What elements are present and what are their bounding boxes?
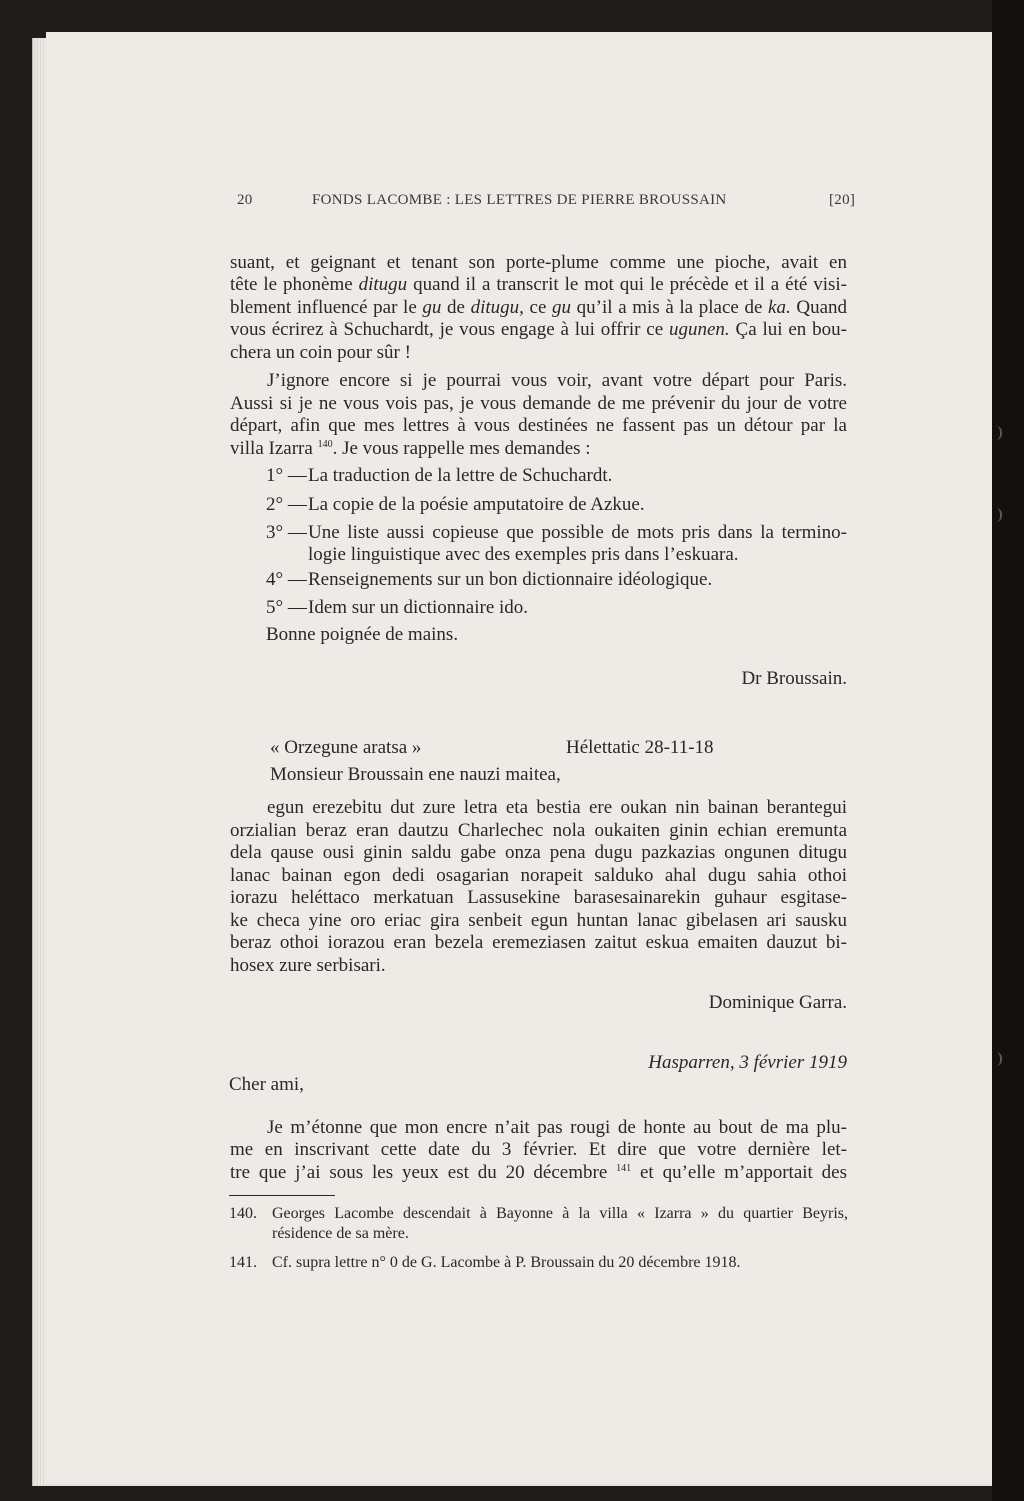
signature-broussain: Dr Broussain. <box>741 668 847 689</box>
paragraph-line: blement influencé par le gu de ditugu, ce gu qu’il a mis à la place de ka. Quand <box>230 297 848 318</box>
paragraph-line: J’ignore encore si je pourrai vous voir, avant votre départ pour Paris. <box>267 370 847 391</box>
paragraph-line: villa Izarra $^{140}$. Je vous rappelle mes demandes : <box>230 438 591 459</box>
footnote-text: Cf. supra lettre n° 0 de G. Lacombe à P. Broussain du 20 décembre 1918. <box>272 1254 741 1271</box>
paragraph-line: hosex zure serbisari. <box>230 955 386 976</box>
paragraph-line: vous écrirez à Schuchardt, je vous engage à lui offrir ce ugunen. Ça lui en bou- <box>230 319 847 340</box>
closing-line: Bonne poignée de mains. <box>266 624 459 645</box>
paragraph-line: chera un coin pour sûr ! <box>230 342 411 363</box>
paragraph-line: tre que j’ai sous les yeux est du 20 décembre $^{141}$ et qu’elle m’apportait des <box>230 1162 847 1183</box>
list-item-continuation: logie linguistique avec des exemples pris dans l’eskuara. <box>308 544 739 565</box>
page-reference: [20] <box>829 192 856 208</box>
paragraph-line: iorazu heléttaco merkatuan Lassusekine barasesainarekin guhaur esgitase- <box>230 887 847 908</box>
signature-garra: Dominique Garra. <box>708 992 847 1013</box>
paragraph-line: Je m’étonne que mon encre n’ait pas rougi de honte au bout de ma plu- <box>267 1117 847 1138</box>
list-number: 3° — <box>266 522 307 543</box>
background-edge <box>992 0 1024 1501</box>
paragraph-line: tête le phonème ditugu quand il a transcrit le mot qui le précède et il a été visi- <box>230 274 848 295</box>
letter-salutation: Monsieur Broussain ene nauzi maitea, <box>270 764 561 785</box>
list-number: 2° — <box>266 494 307 515</box>
list-item: Renseignements sur un bon dictionnaire idéologique. <box>308 569 713 590</box>
footnote-text: résidence de sa mère. <box>272 1225 409 1242</box>
paragraph-line: suant, et geignant et tenant son porte-plume comme une pioche, avait en <box>230 252 847 273</box>
list-item: La traduction de la lettre de Schuchardt. <box>308 465 613 486</box>
footnote-ref-140: 140 <box>317 439 333 450</box>
letter-salutation: Cher ami, <box>229 1074 304 1095</box>
paragraph-line: egun erezebitu dut zure letra eta bestia ere oukan nin bainan berantegui <box>267 797 847 818</box>
letter-house-name: « Orzegune aratsa » <box>270 737 422 758</box>
paragraph-line: me en inscrivant cette date du 3 février. Et dire que votre dernière let- <box>230 1139 847 1160</box>
list-number: 4° — <box>266 569 307 590</box>
running-title: FONDS LACOMBE : LES LETTRES DE PIERRE BROUSSAIN <box>312 192 727 208</box>
list-number: 5° — <box>266 597 307 618</box>
footnote-number: 140. <box>229 1205 257 1222</box>
list-item: La copie de la poésie amputatoire de Azkue. <box>308 494 645 515</box>
list-item: Une liste aussi copieuse que possible de mots pris dans la termino- <box>308 522 847 543</box>
paragraph-line: Aussi si je ne vous vois pas, je vous demande de me prévenir du jour de votre <box>230 393 847 414</box>
list-number: 1° — <box>266 465 307 486</box>
list-item: Idem sur un dictionnaire ido. <box>308 597 529 618</box>
paragraph-line: départ, afin que mes lettres à vous destinées ne fassent pas un détour par la <box>230 415 847 436</box>
page-number: 20 <box>237 192 253 208</box>
paragraph-line: ke checa yine oro eriac gira senbeit egun huntan lanac gibelasen ari sausku <box>230 910 847 931</box>
paragraph-line: dela qause ousi ginin saldu gabe onza pena dugu pazkazias ongunen ditugu <box>230 842 847 863</box>
footnote-ref-141: 141 <box>616 1163 632 1174</box>
letter-dateline: Hasparren, 3 février 1919 <box>648 1052 847 1073</box>
footnote-separator <box>229 1195 335 1196</box>
paragraph-line: orzialian beraz eran dautzu Charlechec nola oukaiten ginin echian eremunta <box>230 820 847 841</box>
footnote-text: Georges Lacombe descendait à Bayonne à la villa « Izarra » du quartier Beyris, <box>272 1205 848 1222</box>
paragraph-line: beraz othoi iorazou eran bezela eremeziasen zaitut eskua emaiten dauzut bi- <box>230 932 847 953</box>
paragraph-line: lanac bainan egon dedi osagarian norapeit salduko ahal dugu sahia othoi <box>230 865 847 886</box>
footnote-number: 141. <box>229 1254 257 1271</box>
letter-place-date: Hélettatic 28-11-18 <box>566 737 714 758</box>
